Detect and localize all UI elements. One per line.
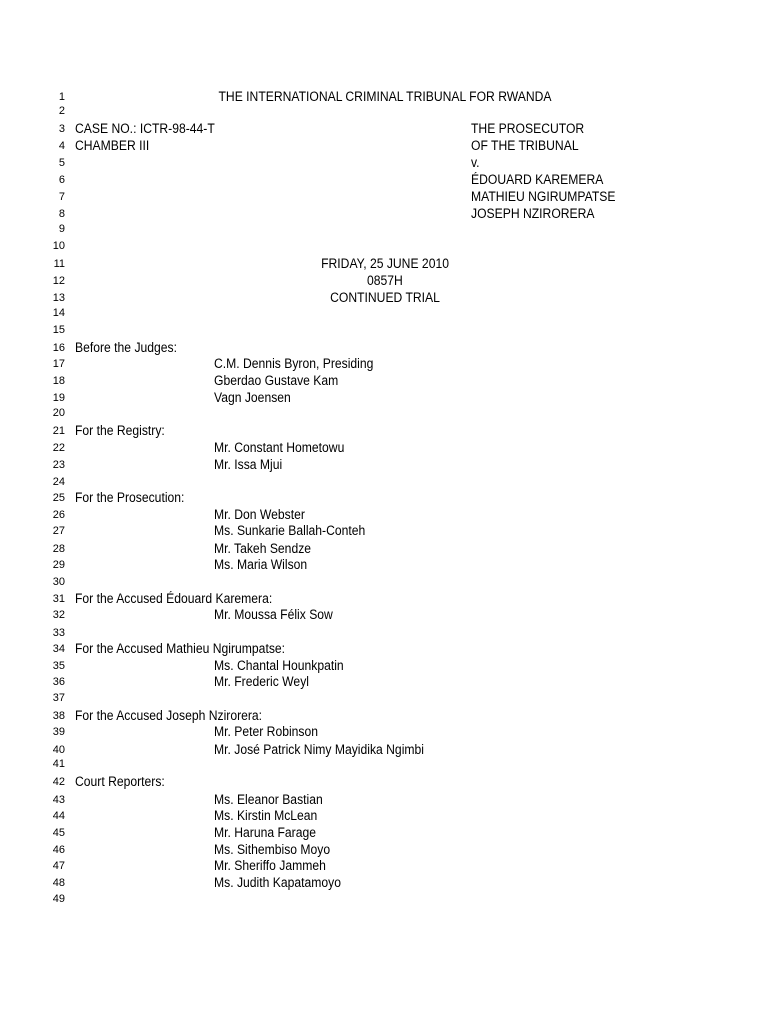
transcript-line (0, 473, 770, 490)
line-number: 18 (52, 375, 65, 387)
participant-name: Mr. José Patrick Nimy Mayidika Ngimbi (214, 742, 424, 757)
transcript-line (0, 606, 770, 623)
participant-name: Ms. Kirstin McLean (214, 808, 318, 823)
transcript-line (0, 723, 770, 740)
participant-name: Mr. Issa Mjui (214, 457, 283, 472)
transcript-line (0, 355, 770, 372)
line-number: 41 (52, 758, 65, 770)
line-text: For the Accused Mathieu Ngirumpatse: (75, 641, 286, 656)
transcript-line (0, 522, 770, 539)
case-party: JOSEPH NZIRORERA (471, 206, 595, 221)
line-number: 7 (58, 191, 65, 203)
participant-name: Mr. Moussa Félix Sow (214, 607, 333, 622)
line-number: 38 (52, 710, 65, 722)
line-number: 24 (52, 476, 65, 488)
transcript-line (0, 874, 770, 891)
line-number: 21 (52, 425, 65, 437)
line-number: 42 (52, 776, 65, 788)
line-number: 34 (52, 643, 65, 655)
line-number: 12 (52, 275, 65, 287)
transcript-line (0, 102, 770, 119)
line-number: 49 (52, 893, 65, 905)
transcript-line (0, 220, 770, 237)
line-number: 45 (52, 827, 65, 839)
heading-text: FRIDAY, 25 JUNE 2010 (321, 256, 449, 271)
line-number: 39 (52, 726, 65, 738)
transcript-line (0, 137, 770, 154)
transcript-line (0, 439, 770, 456)
line-text: For the Prosecution: (75, 490, 185, 505)
line-number: 4 (58, 140, 65, 152)
participant-name: Ms. Sunkarie Ballah-Conteh (214, 523, 366, 538)
transcript-line (0, 120, 770, 137)
transcript-line (0, 773, 770, 790)
line-number: 33 (52, 627, 65, 639)
line-number: 27 (52, 525, 65, 537)
line-number: 23 (52, 459, 65, 471)
line-text: Court Reporters: (75, 774, 165, 789)
line-number: 6 (58, 174, 65, 186)
line-number: 19 (52, 392, 65, 404)
transcript-line (0, 673, 770, 690)
transcript-line (0, 540, 770, 557)
line-number: 17 (52, 358, 65, 370)
participant-name: C.M. Dennis Byron, Presiding (214, 356, 374, 371)
line-number: 26 (52, 509, 65, 521)
transcript-line (0, 422, 770, 439)
line-number: 35 (52, 660, 65, 672)
line-number: 5 (58, 157, 65, 169)
transcript-line (0, 573, 770, 590)
line-text: For the Registry: (75, 423, 165, 438)
case-party: ÉDOUARD KAREMERA (471, 172, 604, 187)
line-number: 25 (52, 492, 65, 504)
line-text: For the Accused Joseph Nzirorera: (75, 708, 263, 723)
line-number: 46 (52, 844, 65, 856)
transcript-line (0, 321, 770, 338)
line-number: 20 (52, 407, 65, 419)
transcript-line (0, 689, 770, 706)
transcript-line (0, 824, 770, 841)
case-party: v. (471, 155, 480, 170)
line-text: Before the Judges: (75, 340, 177, 355)
line-number: 15 (52, 324, 65, 336)
participant-name: Ms. Maria Wilson (214, 557, 308, 572)
transcript-line (0, 489, 770, 506)
line-number: 22 (52, 442, 65, 454)
participant-name: Mr. Don Webster (214, 507, 305, 522)
participant-name: Vagn Joensen (214, 390, 291, 405)
participant-name: Ms. Judith Kapatamoyo (214, 875, 341, 890)
transcript-line (0, 640, 770, 657)
transcript-line (0, 624, 770, 641)
transcript-line (0, 339, 770, 356)
line-text: CASE NO.: ICTR-98-44-T (75, 121, 215, 136)
transcript-line (0, 707, 770, 724)
transcript-line (0, 372, 770, 389)
heading-text: CONTINUED TRIAL (330, 290, 440, 305)
transcript-line (0, 556, 770, 573)
line-number: 2 (58, 105, 65, 117)
line-number: 31 (52, 593, 65, 605)
line-number: 3 (58, 123, 65, 135)
case-party: THE PROSECUTOR (471, 121, 585, 136)
transcript-line (0, 272, 770, 289)
participant-name: Gberdao Gustave Kam (214, 373, 339, 388)
line-number: 29 (52, 559, 65, 571)
transcript-line (0, 154, 770, 171)
participant-name: Ms. Sithembiso Moyo (214, 842, 331, 857)
case-party: MATHIEU NGIRUMPATSE (471, 189, 616, 204)
participant-name: Mr. Sheriffo Jammeh (214, 858, 326, 873)
transcript-line (0, 456, 770, 473)
line-number: 44 (52, 810, 65, 822)
participant-name: Mr. Peter Robinson (214, 724, 319, 739)
line-number: 37 (52, 692, 65, 704)
line-number: 40 (52, 744, 65, 756)
heading-text: THE INTERNATIONAL CRIMINAL TRIBUNAL FOR RWANDA (218, 89, 552, 104)
transcript-line (0, 857, 770, 874)
transcript-line (0, 807, 770, 824)
participant-name: Ms. Chantal Hounkpatin (214, 658, 344, 673)
participant-name: Mr. Constant Hometowu (214, 440, 345, 455)
transcript-line (0, 506, 770, 523)
transcript-line (0, 841, 770, 858)
line-number: 9 (58, 223, 65, 235)
line-number: 14 (52, 307, 65, 319)
line-number: 11 (53, 258, 65, 270)
participant-name: Mr. Takeh Sendze (214, 541, 312, 556)
line-number: 32 (52, 609, 65, 621)
line-number: 8 (58, 208, 65, 220)
transcript-line (0, 171, 770, 188)
line-number: 13 (52, 292, 65, 304)
transcript-line (0, 657, 770, 674)
line-text: For the Accused Édouard Karemera: (75, 591, 273, 606)
transcript-line (0, 590, 770, 607)
line-number: 28 (52, 543, 65, 555)
transcript-line (0, 755, 770, 772)
transcript-line (0, 304, 770, 321)
transcript-line (0, 255, 770, 272)
line-number: 47 (52, 860, 65, 872)
transcript-line (0, 791, 770, 808)
line-number: 36 (52, 676, 65, 688)
transcript-line (0, 404, 770, 421)
heading-text: 0857H (367, 273, 403, 288)
transcript-line (0, 188, 770, 205)
transcript-line (0, 237, 770, 254)
line-number: 16 (52, 342, 65, 354)
line-number: 48 (52, 877, 65, 889)
line-number: 1 (58, 91, 65, 103)
case-party: OF THE TRIBUNAL (471, 138, 579, 153)
participant-name: Ms. Eleanor Bastian (214, 792, 323, 807)
line-text: CHAMBER III (75, 138, 150, 153)
transcript-line (0, 890, 770, 907)
line-number: 30 (52, 576, 65, 588)
participant-name: Mr. Frederic Weyl (214, 674, 309, 689)
line-number: 43 (52, 794, 65, 806)
participant-name: Mr. Haruna Farage (214, 825, 316, 840)
line-number: 10 (52, 240, 65, 252)
